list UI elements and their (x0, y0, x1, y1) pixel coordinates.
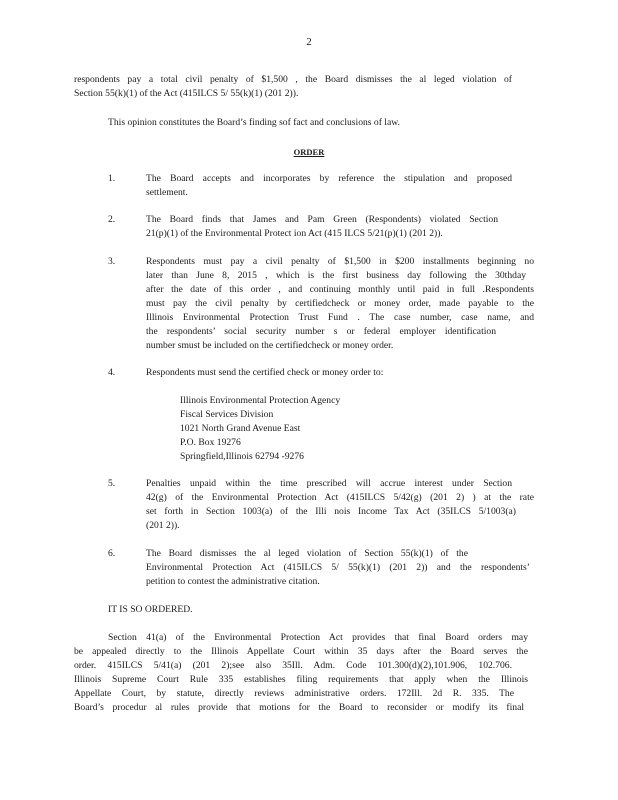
order-item-3-line: Illinois Environmental Protection Trust Fund . The case number, case name, and (146, 312, 534, 323)
order-title (0, 146, 618, 160)
order-item-3-line: later than June 8, 2015 , which is the first business day following the 30thday (146, 270, 526, 281)
order-item-6-number: 6. (108, 548, 116, 559)
intro-line-2: Section 55(k)(1) of the Act (415ILCS 5/ 55(k)(1) (201 2)). (74, 88, 299, 99)
order-item-2-number: 2. (108, 214, 116, 225)
order-item-2-line: The Board finds that James and Pam Green (Respondents) violated Section (146, 214, 498, 225)
order-item-1-line: settlement. (146, 187, 188, 198)
order-item-4-number: 4. (108, 367, 116, 378)
order-item-5-line: 42(g) of the Environmental Protection Act (415ILCS 5/42(g) (201 2) ) at the rate (146, 492, 534, 503)
order-item-1-line: The Board accepts and incorporates by reference the stipulation and proposed (146, 173, 512, 184)
order-item-3-line: number smust be included on the certifiedcheck or money order. (146, 340, 394, 351)
order-item-5-line: Penalties unpaid within the time prescribed will accrue interest under Section (146, 478, 512, 489)
order-item-5-number: 5. (108, 478, 116, 489)
so-ordered: IT IS SO ORDERED. (108, 604, 193, 615)
order-item-5-line: set forth in Section 1003(a) of the Illi nois Income Tax Act (35ILCS 5/1003(a) (146, 506, 516, 517)
order-item-6-line: Environmental Protection Act (415ILCS 5/ 55(k)(1) (201 2)) and the respondents’ (146, 562, 530, 573)
page-number: 2 (306, 36, 312, 48)
order-item-4-line: Respondents must send the certified check or money order to: (146, 367, 384, 378)
address-line: P.O. Box 19276 (180, 437, 241, 448)
order-item-2-line: 21(p)(1) of the Environmental Protect ion Act (415 ILCS 5/21(p)(1) (201 2)). (146, 228, 443, 239)
order-item-1-number: 1. (108, 173, 116, 184)
address-line: Springfield,Illinois 62794 -9276 (180, 451, 304, 462)
order-item-3-line: the respondents’ social security number s or federal employer identification (146, 326, 496, 337)
closing-line: Appellate Court, by statute, directly reviews administrative orders. 172Ill. 2d R. 335. The (74, 688, 514, 699)
address-line: 1021 North Grand Avenue East (180, 423, 301, 434)
intro-line-1: respondents pay a total civil penalty of $1,500 , the Board dismisses the al leged violation of (74, 74, 512, 85)
order-item-5-line: (201 2)). (146, 520, 180, 531)
closing-line: order. 415ILCS 5/41(a) (201 2);see also 35Ill. Adm. Code 101.300(d)(2),101.906, 102.706. (74, 660, 512, 671)
address-line: Illinois Environmental Protection Agency (180, 395, 341, 406)
closing-line: Illinois Supreme Court Rule 335 establishes filing requirements that apply when the Illinois (74, 674, 528, 685)
order-item-3-line: Respondents must pay a civil penalty of $1,500 in $200 installments beginning no (146, 256, 534, 267)
order-item-6-line: petition to contest the administrative citation. (146, 576, 320, 587)
order-item-6-line: The Board dismisses the al leged violation of Section 55(k)(1) of the (146, 548, 468, 559)
order-item-3-number: 3. (108, 256, 116, 267)
order-item-3-line: must pay the civil penalty by certifiedcheck or money order, made payable to the (146, 298, 534, 309)
opinion-statement: This opinion constitutes the Board’s finding sof fact and conclusions of law. (108, 117, 400, 128)
address-line: Fiscal Services Division (180, 409, 274, 420)
closing-line: Section 41(a) of the Environmental Protection Act provides that final Board orders may (108, 632, 528, 643)
closing-line: be appealed directly to the Illinois Appellate Court within 35 days after the Board serves the (74, 646, 528, 657)
order-title-text: ORDER (293, 147, 325, 157)
order-item-3-line: after the date of this order , and continuing monthly until paid in full .Respondents (146, 284, 534, 295)
closing-line: Board’s procedur al rules provide that motions for the Board to reconsider or modify its final (74, 702, 524, 713)
